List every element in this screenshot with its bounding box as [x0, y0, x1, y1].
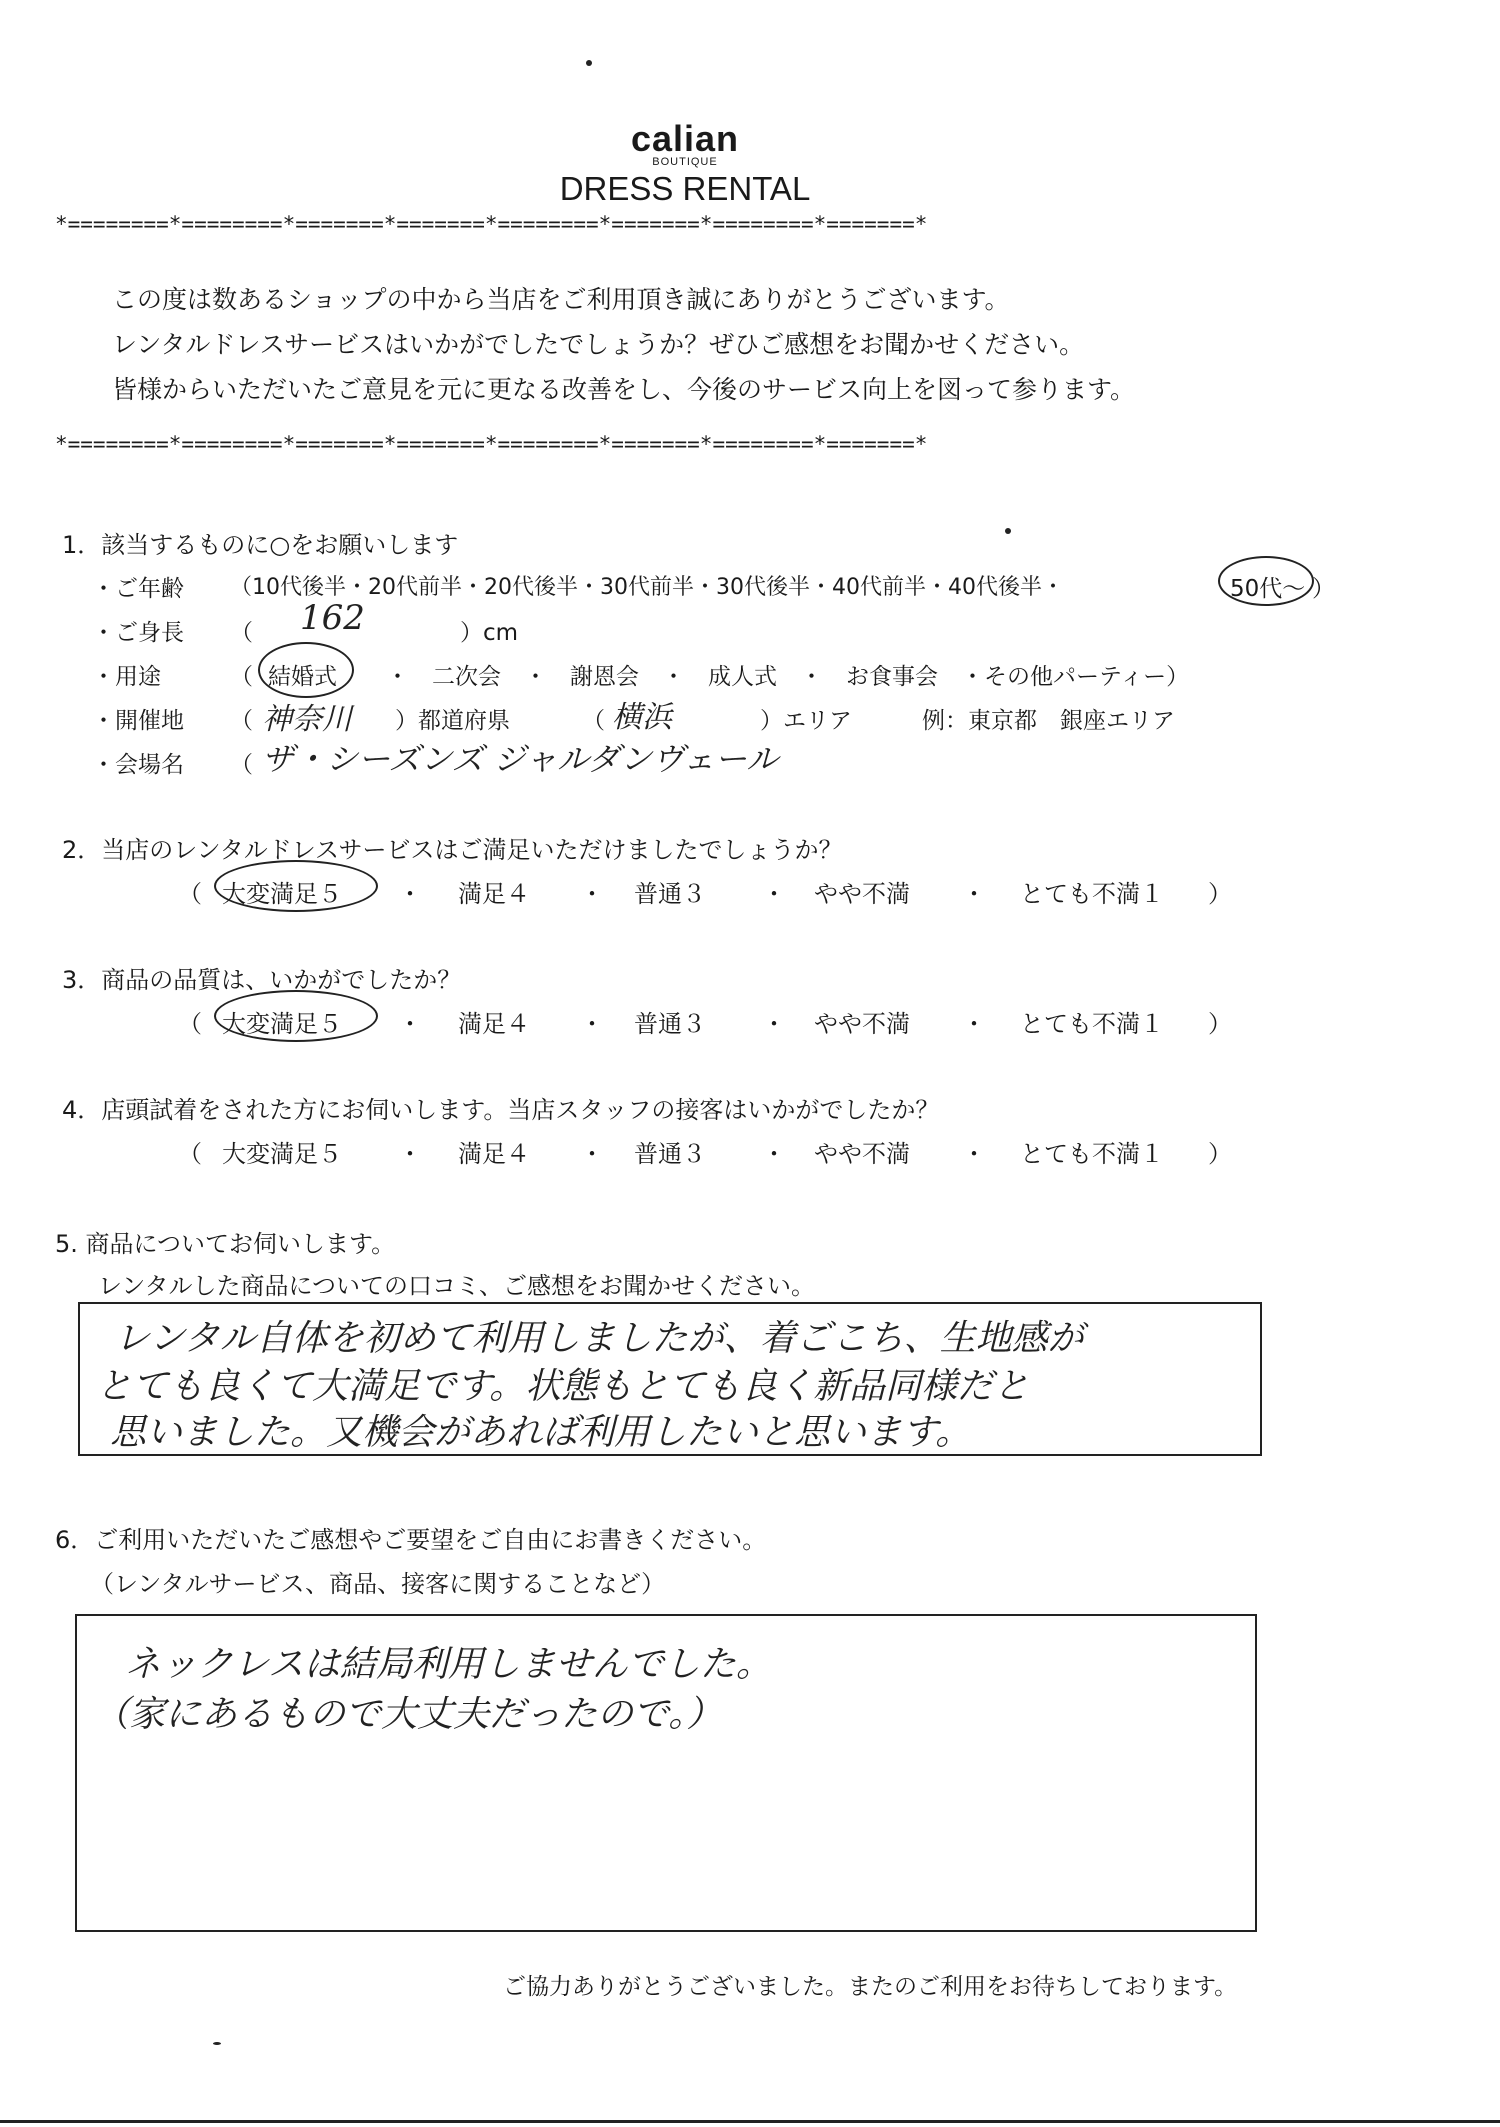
q5-subtitle: レンタルした商品についての口コミ、ご感想をお聞かせください。 [98, 1272, 815, 1300]
scan-speck [213, 2042, 221, 2045]
q5-title: 5. 商品についてお伺いします。 [55, 1230, 396, 1258]
q2-selected-circle [214, 860, 378, 912]
q3-open: （ [178, 1010, 202, 1038]
q4-sep-1: ・ [398, 1140, 422, 1168]
intro-line-1: この度は数あるショップの中から当店をご利用頂き誠にありがとうございます。 [112, 285, 1010, 314]
q4-open: （ [178, 1140, 202, 1168]
venue-example: 例：東京都 銀座エリア [922, 708, 1175, 734]
use-options: ・ 二次会 ・ 謝恩会 ・ 成人式 ・ お食事会 ・その他パーティー） [386, 664, 1190, 690]
q6-answer-line-1: ネックレスは結局利用しませんでした。 [125, 1644, 772, 1685]
q4-close: ） [1208, 1140, 1232, 1168]
intro-line-2: レンタルドレスサービスはいかがでしたでしょうか？ぜひご感想をお聞かせください。 [112, 330, 1085, 359]
use-selected-circle [258, 642, 354, 698]
divider-top: *========*========*=======*=======*========*=======*========*=======* [55, 212, 928, 236]
q3-option-3: 普通３ [634, 1010, 706, 1038]
age-label: ・ご年齢 [92, 576, 184, 602]
brand-logo-sub: BOUTIQUE [652, 156, 718, 168]
q5-answer-line-2: とても良くて大満足です。状態もとても良く新品同様だと [96, 1366, 1030, 1407]
use-open: （ [230, 664, 253, 690]
venue-pref-label: ・開催地 [92, 708, 184, 734]
height-unit: ）cm [460, 620, 519, 646]
venue-pref-open: （ [230, 708, 253, 734]
q5-answer-line-3: 思いました。又機会があれば利用したいと思います。 [110, 1412, 972, 1453]
brand-logo: calian [630, 118, 740, 159]
q2-sep-3: ・ [762, 880, 786, 908]
footer-thanks: ご協力ありがとうございました。またのご利用をお待ちしております。 [503, 1974, 1238, 2000]
q6-answer-box [75, 1614, 1257, 1932]
q4-option-5: 大変満足５ [222, 1140, 342, 1168]
q5-answer-line-1: レンタル自体を初めて利用しましたが、着ごこち、生地感が [114, 1318, 1084, 1359]
intro-line-3: 皆様からいただいたご意見を元に更なる改善をし、今後のサービス向上を図って参ります。 [112, 375, 1136, 404]
q6-title: 6．ご利用いただいたご感想やご要望をご自由にお書きください。 [55, 1526, 767, 1554]
q3-option-5: 大変満足５ [222, 1010, 342, 1038]
q4-sep-3: ・ [762, 1140, 786, 1168]
q5-answer-box [78, 1302, 1262, 1456]
q2-close: ） [1208, 880, 1232, 908]
height-value: 162 [300, 598, 365, 638]
q4-option-1: とても不満１ [1020, 1140, 1164, 1168]
venue-area-open: （ [582, 708, 605, 734]
hall-value: ザ・シーズンズ ジャルダンヴェール [262, 740, 779, 778]
age-close: ） [1312, 576, 1335, 602]
q2-option-2: やや不満 [814, 880, 910, 908]
venue-area-value: 横浜 [612, 700, 672, 735]
q2-option-1: とても不満１ [1020, 880, 1164, 908]
age-selected: 50代〜 [1230, 576, 1306, 602]
venue-pref-unit: ）都道府県 [395, 708, 510, 734]
q4-sep-4: ・ [962, 1140, 986, 1168]
q3-option-4: 満足４ [458, 1010, 530, 1038]
q6-subtitle: （レンタルサービス、商品、接客に関することなど） [90, 1570, 666, 1598]
q4-option-3: 普通３ [634, 1140, 706, 1168]
age-options: （10代後半・20代前半・20代後半・30代前半・30代後半・40代前半・40代後半・ [230, 575, 1064, 600]
q1-title: 1．該当するものに○をお願いします [62, 531, 459, 559]
q2-title: 2．当店のレンタルドレスサービスはご満足いただけましたでしょうか？ [62, 836, 843, 864]
q2-option-5: 大変満足５ [222, 880, 342, 908]
q3-option-2: やや不満 [814, 1010, 910, 1038]
q3-sep-4: ・ [962, 1010, 986, 1038]
scan-speck [586, 60, 592, 66]
use-selected: 結婚式 [268, 664, 337, 690]
q6-answer-line-2: （家にあるもので大丈夫だったので。） [93, 1694, 723, 1735]
height-open: （ [230, 620, 253, 646]
q3-option-1: とても不満１ [1020, 1010, 1164, 1038]
venue-pref-value: 神奈川 [262, 702, 352, 737]
venue-area-unit: ）エリア [760, 708, 852, 734]
divider-bottom: *========*========*=======*=======*========*=======*========*=======* [55, 432, 928, 456]
use-label: ・用途 [92, 664, 161, 690]
page-edge-line [0, 2120, 1500, 2123]
q2-option-3: 普通３ [634, 880, 706, 908]
q4-title: 4．店頭試着をされた方にお伺いします。当店スタッフの接客はいかがでしたか？ [62, 1096, 940, 1124]
q2-sep-2: ・ [580, 880, 604, 908]
q3-close: ） [1208, 1010, 1232, 1038]
q4-sep-2: ・ [580, 1140, 604, 1168]
height-label: ・ご身長 [92, 620, 184, 646]
scan-speck [1005, 528, 1011, 534]
page-title: DRESS RENTAL [559, 170, 811, 207]
q2-sep-4: ・ [962, 880, 986, 908]
q4-option-2: やや不満 [814, 1140, 910, 1168]
q3-title: 3．商品の品質は、いかがでしたか？ [62, 966, 462, 994]
age-selected-circle [1218, 556, 1314, 606]
q3-sep-1: ・ [398, 1010, 422, 1038]
q3-sep-3: ・ [762, 1010, 786, 1038]
q2-open: （ [178, 880, 202, 908]
q2-sep-1: ・ [398, 880, 422, 908]
q4-option-4: 満足４ [458, 1140, 530, 1168]
q3-selected-circle [214, 990, 378, 1042]
q3-sep-2: ・ [580, 1010, 604, 1038]
q2-option-4: 満足４ [458, 880, 530, 908]
hall-label: ・会場名 [92, 752, 184, 778]
hall-open: （ [230, 752, 253, 778]
